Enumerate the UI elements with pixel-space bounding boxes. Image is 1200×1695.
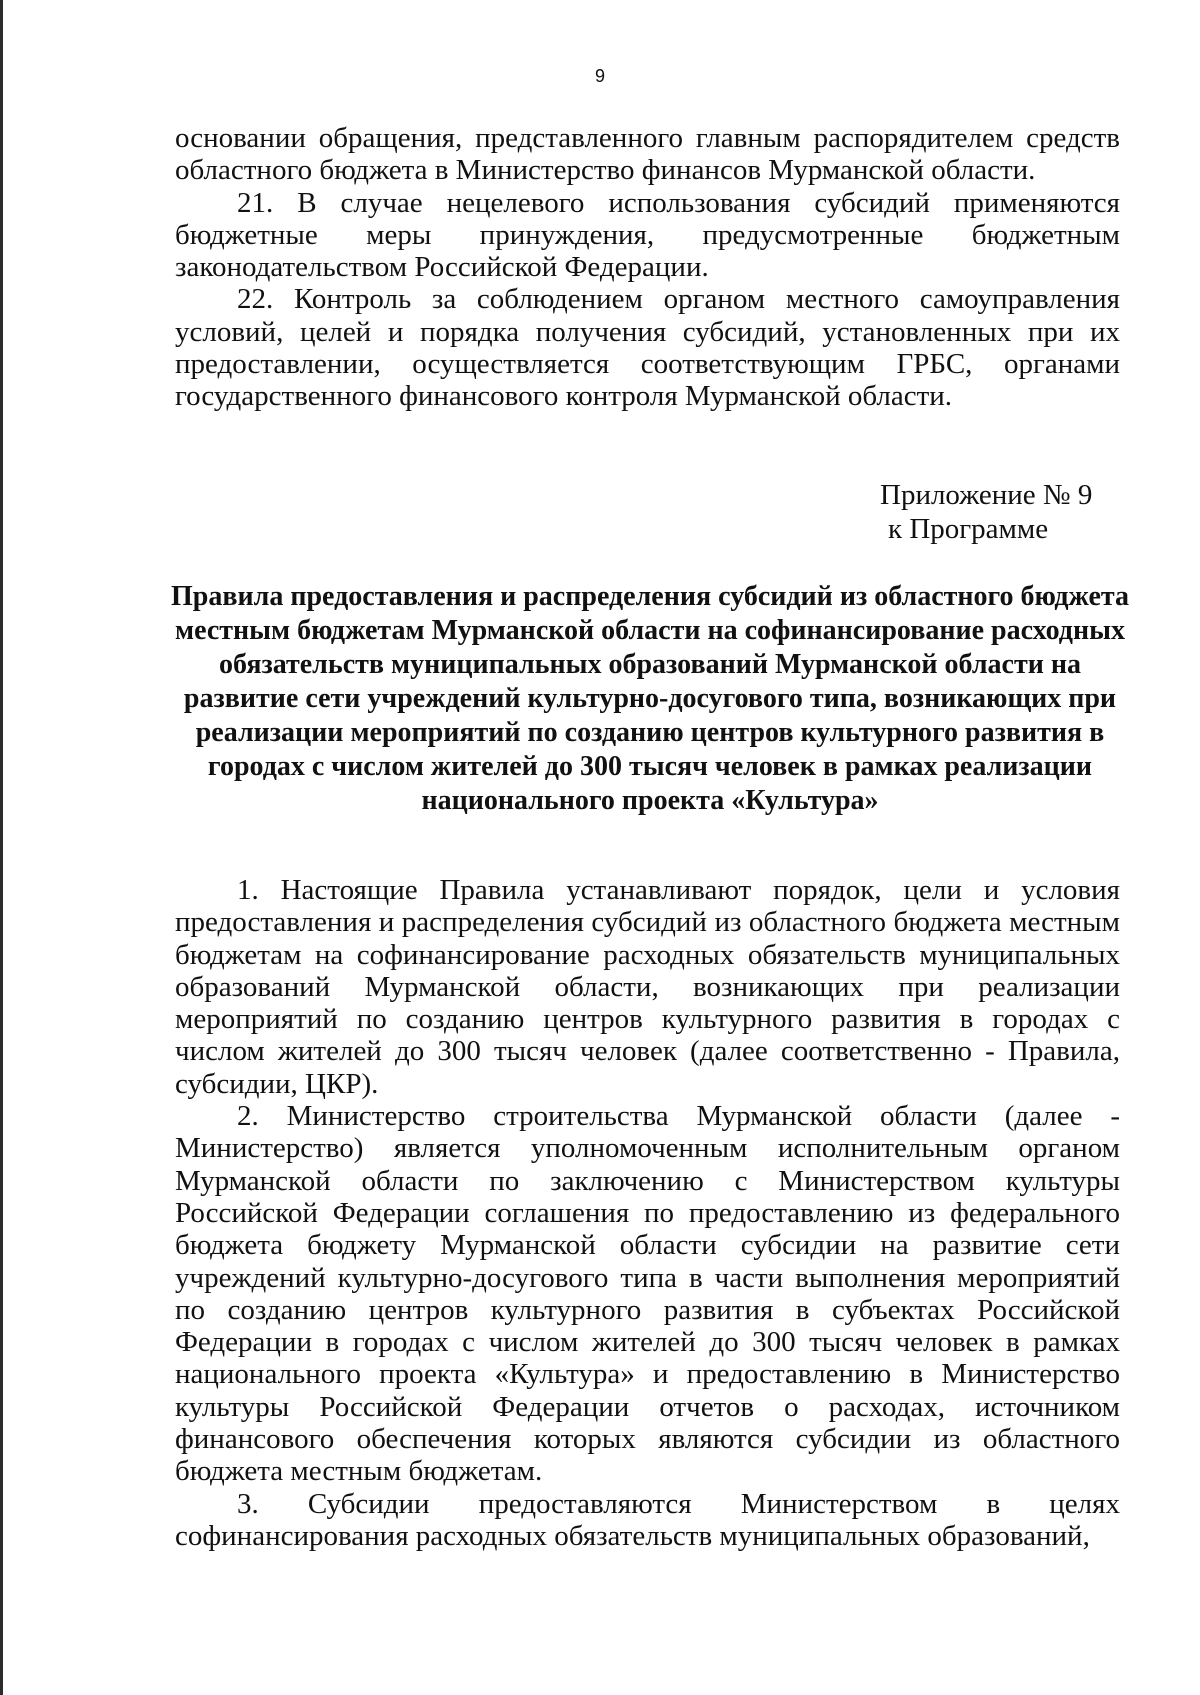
rules-title: Правила предоставления и распределения субсидий из областного бюджета местным бюджетам Мурманской области на софинансирование расходных обязательств муниципальных образований Мурманской области на развитие сети учреждений культурно-досугового типа, возникающих при реализации мероприятий по созданию центров культурного развития в городах с числом жителей до 300 тысяч человек в рамках реализации национального проекта «Культура» bbox=[171, 581, 1129, 816]
annex-reference: к Программе bbox=[888, 513, 1049, 545]
paragraph-2: 2. Министерство строительства Мурманской области (далее - Министерство) является уполномоченным исполнительным органом Мурманской области по заключению с Министерством культуры Российской Федерации соглашения по предоставлению из федерального бюджета бюджету Мурманской области субсидии на развитие сети учреждений культурно-досугового типа в части выполнения мероприятий по созданию центров культурного развития в субъектах Российской Федерации в городах с числом жителей до 300 тысяч человек в рамках национального проекта «Культура» и предоставлению в Министерство культуры Российской Федерации отчетов о расходах, источником финансового обеспечения которых являются субсидии из областного бюджета местным бюджетам. bbox=[175, 1100, 1120, 1488]
top-text-block bbox=[175, 122, 1120, 413]
paragraph-1: 1. Настоящие Правила устанавливают порядок, цели и условия предоставления и распределения субсидий из областного бюджета местным бюджетам на софинансирование расходных обязательств муниципальных образований Мурманской области, возникающих при реализации мероприятий по созданию центров культурного развития в городах с числом жителей до 300 тысяч человек (далее соответственно - Правила, субсидии, ЦКР). bbox=[175, 874, 1120, 1100]
scan-edge bbox=[0, 0, 3, 1695]
paragraph-3: 3. Субсидии предоставляются Министерством в целях софинансирования расходных обязательств муниципальных образований, bbox=[175, 1487, 1120, 1552]
paragraph-continuation: основании обращения, представленного главным распорядителем средств областного бюджета в Министерство финансов Мурманской области. bbox=[175, 122, 1120, 187]
page-number: 9 bbox=[594, 66, 605, 86]
paragraph-22: 22. Контроль за соблюдением органом местного самоуправления условий, целей и порядка получения субсидий, установленных при их предоставлении, осуществляется соответствующим ГРБС, органами государственного финансового контроля Мурманской области. bbox=[175, 283, 1120, 413]
main-text-block bbox=[175, 874, 1120, 1552]
annex-number: Приложение № 9 bbox=[880, 479, 1093, 511]
annex-label bbox=[880, 478, 1120, 546]
paragraph-21: 21. В случае нецелевого использования субсидий применяются бюджетные меры принуждения, предусмотренные бюджетным законодательством Российской Федерации. bbox=[175, 186, 1120, 284]
